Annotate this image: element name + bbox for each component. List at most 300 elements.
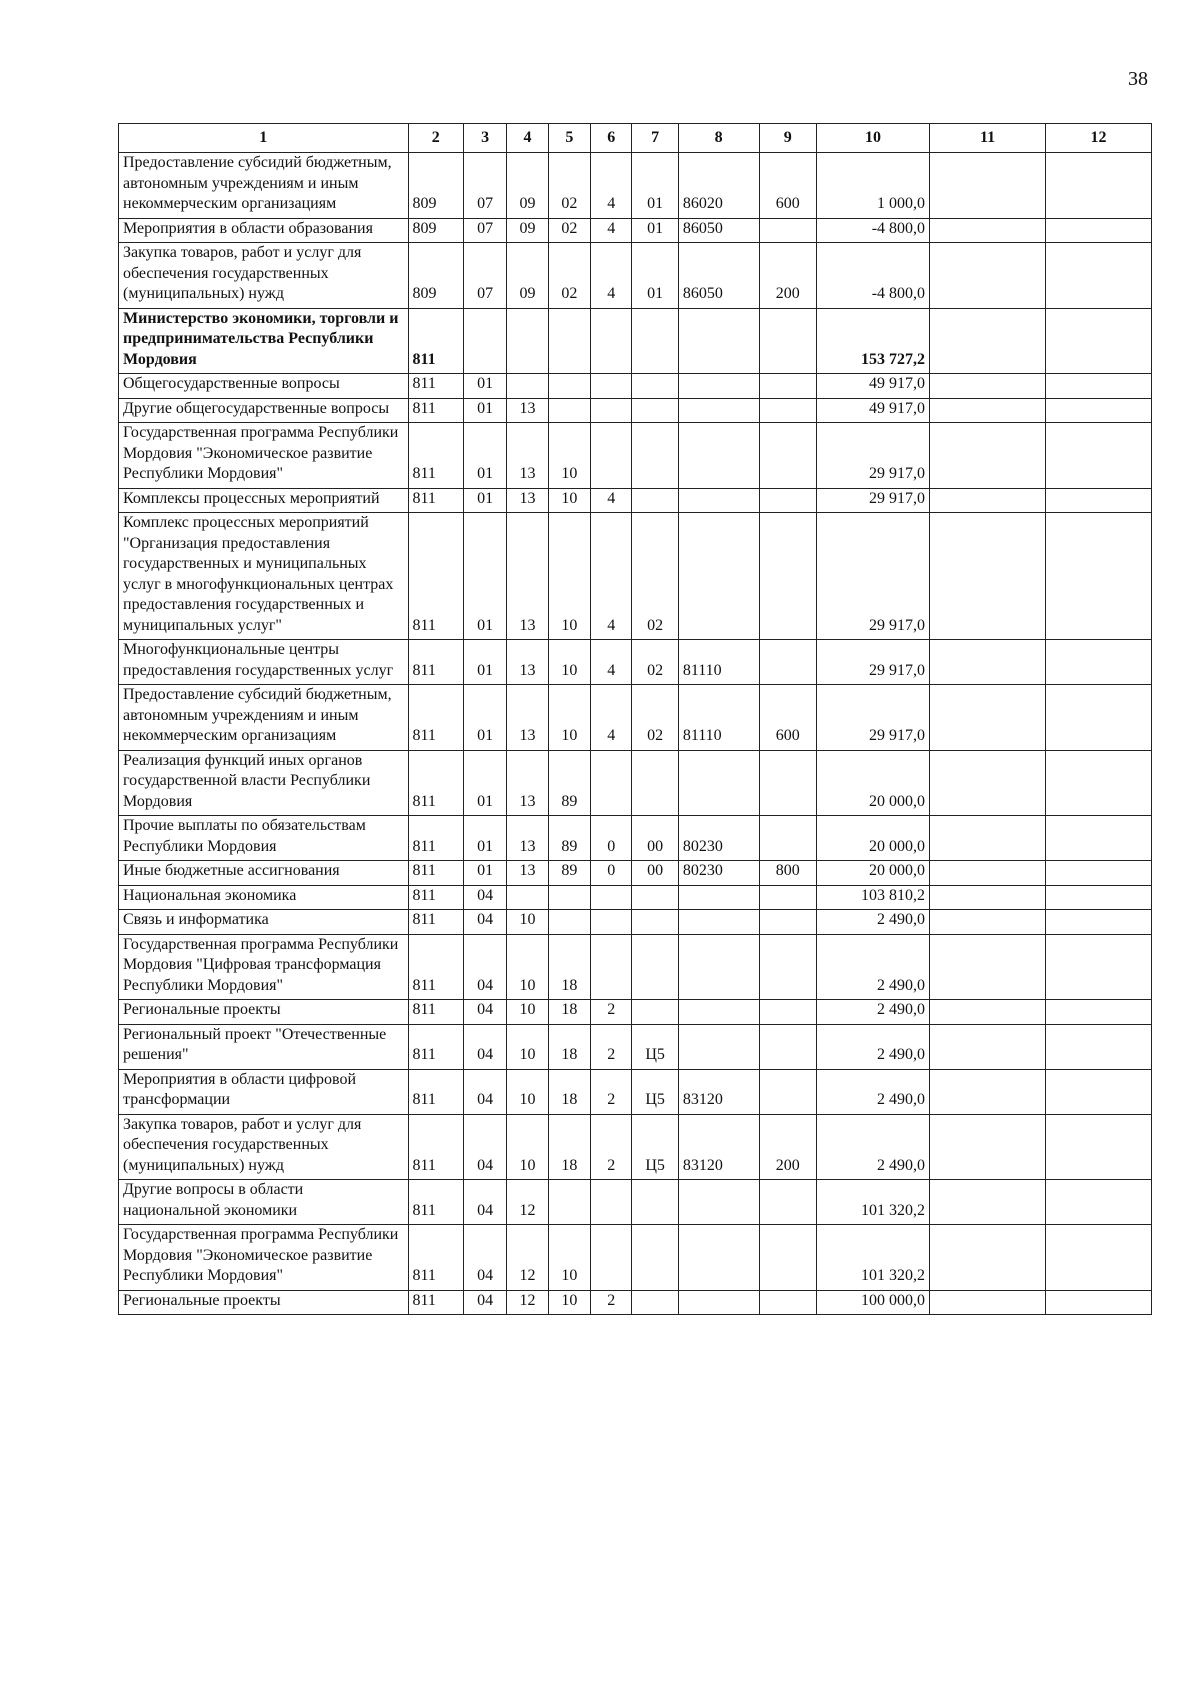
column-11-cell: [930, 153, 1046, 219]
column-12-cell: [1046, 243, 1152, 309]
subprogram-code-cell: 2: [591, 1000, 632, 1025]
event-code-cell: 02: [632, 640, 678, 685]
amount-cell: 1 000,0: [817, 153, 930, 219]
direction-code-cell: 86050: [678, 218, 759, 243]
row-name-cell: Государственная программа Республики Мордовия "Экономическое развитие Республики Мордовия": [119, 423, 409, 489]
amount-cell: 2 490,0: [817, 1024, 930, 1069]
expense-type-cell: [759, 423, 817, 489]
column-11-cell: [930, 685, 1046, 751]
column-11-cell: [930, 1000, 1046, 1025]
event-code-cell: Ц5: [632, 1069, 678, 1114]
section-code-cell: 01: [463, 488, 506, 513]
subsection-code-cell: 09: [507, 218, 548, 243]
column-11-cell: [930, 374, 1046, 399]
amount-cell: 49 917,0: [817, 398, 930, 423]
column-11-cell: [930, 1069, 1046, 1114]
header-cell: 2: [408, 124, 463, 153]
subprogram-code-cell: [591, 910, 632, 935]
subprogram-code-cell: [591, 750, 632, 816]
column-11-cell: [930, 1225, 1046, 1291]
event-code-cell: Ц5: [632, 1114, 678, 1180]
grbs-code-cell: 811: [408, 1000, 463, 1025]
column-12-cell: [1046, 513, 1152, 640]
subprogram-code-cell: 4: [591, 218, 632, 243]
column-11-cell: [930, 816, 1046, 861]
table-row: [119, 1180, 1152, 1225]
expense-type-cell: [759, 1000, 817, 1025]
program-code-cell: [548, 374, 590, 399]
column-12-cell: [1046, 398, 1152, 423]
subsection-code-cell: 10: [507, 910, 548, 935]
program-code-cell: 18: [548, 1024, 590, 1069]
event-code-cell: [632, 1180, 678, 1225]
amount-cell: 49 917,0: [817, 374, 930, 399]
grbs-code-cell: 811: [408, 308, 463, 374]
event-code-cell: 01: [632, 243, 678, 309]
expense-type-cell: [759, 513, 817, 640]
row-name-cell: Другие вопросы в области национальной экономики: [119, 1180, 409, 1225]
subsection-code-cell: 10: [507, 1114, 548, 1180]
direction-code-cell: [678, 1024, 759, 1069]
event-code-cell: [632, 885, 678, 910]
amount-cell: 20 000,0: [817, 816, 930, 861]
grbs-code-cell: 811: [408, 861, 463, 886]
section-code-cell: 01: [463, 750, 506, 816]
column-12-cell: [1046, 423, 1152, 489]
expense-type-cell: [759, 640, 817, 685]
column-11-cell: [930, 423, 1046, 489]
table-row: [119, 218, 1152, 243]
expense-type-cell: 800: [759, 861, 817, 886]
expense-type-cell: [759, 1024, 817, 1069]
table-row: [119, 153, 1152, 219]
row-name-cell: Предоставление субсидий бюджетным, автономным учреждениям и иным некоммерческим организациям: [119, 153, 409, 219]
direction-code-cell: [678, 488, 759, 513]
column-11-cell: [930, 308, 1046, 374]
expense-type-cell: [759, 308, 817, 374]
column-12-cell: [1046, 1114, 1152, 1180]
header-cell: 8: [678, 124, 759, 153]
amount-cell: 29 917,0: [817, 488, 930, 513]
subsection-code-cell: [507, 374, 548, 399]
header-cell: 3: [463, 124, 506, 153]
table-body: [119, 153, 1152, 1315]
direction-code-cell: [678, 1180, 759, 1225]
row-name-cell: Региональный проект "Отечественные решения": [119, 1024, 409, 1069]
section-code-cell: 04: [463, 1225, 506, 1291]
direction-code-cell: 83120: [678, 1069, 759, 1114]
grbs-code-cell: 811: [408, 374, 463, 399]
table-row: [119, 685, 1152, 751]
grbs-code-cell: 811: [408, 885, 463, 910]
subprogram-code-cell: [591, 374, 632, 399]
row-name-cell: Комплекс процессных мероприятий "Организация предоставления государственных и муниципальных услуг в многофункциональных центрах предоставления государственных и муниципальных услуг": [119, 513, 409, 640]
row-name-cell: Государственная программа Республики Мордовия "Экономическое развитие Республики Мордовия": [119, 1225, 409, 1291]
header-cell: 9: [759, 124, 817, 153]
subsection-code-cell: 10: [507, 1069, 548, 1114]
table-row: [119, 1024, 1152, 1069]
direction-code-cell: [678, 1000, 759, 1025]
column-12-cell: [1046, 488, 1152, 513]
direction-code-cell: [678, 398, 759, 423]
column-12-cell: [1046, 1180, 1152, 1225]
direction-code-cell: 80230: [678, 816, 759, 861]
subprogram-code-cell: [591, 398, 632, 423]
row-name-cell: Связь и информатика: [119, 910, 409, 935]
subprogram-code-cell: 4: [591, 513, 632, 640]
column-12-cell: [1046, 685, 1152, 751]
amount-cell: 100 000,0: [817, 1290, 930, 1315]
program-code-cell: [548, 398, 590, 423]
expense-type-cell: [759, 218, 817, 243]
subsection-code-cell: 12: [507, 1290, 548, 1315]
column-11-cell: [930, 243, 1046, 309]
table-row: [119, 308, 1152, 374]
column-11-cell: [930, 1180, 1046, 1225]
amount-cell: 153 727,2: [817, 308, 930, 374]
page-number: 38: [1128, 68, 1148, 90]
table-row: [119, 374, 1152, 399]
column-11-cell: [930, 934, 1046, 1000]
subprogram-code-cell: 2: [591, 1114, 632, 1180]
column-12-cell: [1046, 640, 1152, 685]
expense-type-cell: [759, 1180, 817, 1225]
budget-table: [118, 123, 1152, 1315]
row-name-cell: Закупка товаров, работ и услуг для обеспечения государственных (муниципальных) нужд: [119, 1114, 409, 1180]
event-code-cell: [632, 910, 678, 935]
grbs-code-cell: 811: [408, 1225, 463, 1291]
direction-code-cell: [678, 934, 759, 1000]
subprogram-code-cell: 2: [591, 1024, 632, 1069]
event-code-cell: [632, 308, 678, 374]
expense-type-cell: 600: [759, 685, 817, 751]
column-11-cell: [930, 513, 1046, 640]
section-code-cell: 01: [463, 861, 506, 886]
column-12-cell: [1046, 1290, 1152, 1315]
subsection-code-cell: 13: [507, 640, 548, 685]
column-12-cell: [1046, 1000, 1152, 1025]
program-code-cell: 89: [548, 816, 590, 861]
column-11-cell: [930, 750, 1046, 816]
expense-type-cell: [759, 885, 817, 910]
expense-type-cell: [759, 910, 817, 935]
expense-type-cell: [759, 816, 817, 861]
subprogram-code-cell: 2: [591, 1290, 632, 1315]
grbs-code-cell: 811: [408, 1180, 463, 1225]
subprogram-code-cell: [591, 934, 632, 1000]
column-11-cell: [930, 910, 1046, 935]
row-name-cell: Прочие выплаты по обязательствам Республики Мордовия: [119, 816, 409, 861]
section-code-cell: 04: [463, 934, 506, 1000]
amount-cell: 2 490,0: [817, 1069, 930, 1114]
subprogram-code-cell: 4: [591, 153, 632, 219]
program-code-cell: 10: [548, 513, 590, 640]
subprogram-code-cell: 0: [591, 861, 632, 886]
row-name-cell: Мероприятия в области образования: [119, 218, 409, 243]
subsection-code-cell: 13: [507, 488, 548, 513]
row-name-cell: Иные бюджетные ассигнования: [119, 861, 409, 886]
program-code-cell: [548, 1180, 590, 1225]
column-12-cell: [1046, 153, 1152, 219]
direction-code-cell: [678, 308, 759, 374]
subprogram-code-cell: [591, 423, 632, 489]
column-12-cell: [1046, 816, 1152, 861]
row-name-cell: Многофункциональные центры предоставления государственных услуг: [119, 640, 409, 685]
grbs-code-cell: 811: [408, 1290, 463, 1315]
column-12-cell: [1046, 1024, 1152, 1069]
column-12-cell: [1046, 910, 1152, 935]
table-row: [119, 750, 1152, 816]
section-code-cell: 04: [463, 1114, 506, 1180]
row-name-cell: Региональные проекты: [119, 1290, 409, 1315]
header-cell: 6: [591, 124, 632, 153]
amount-cell: 2 490,0: [817, 1114, 930, 1180]
row-name-cell: Комплексы процессных мероприятий: [119, 488, 409, 513]
subprogram-code-cell: 2: [591, 1069, 632, 1114]
event-code-cell: 02: [632, 513, 678, 640]
table-row: [119, 398, 1152, 423]
event-code-cell: 01: [632, 218, 678, 243]
grbs-code-cell: 811: [408, 1114, 463, 1180]
column-12-cell: [1046, 1225, 1152, 1291]
direction-code-cell: 86020: [678, 153, 759, 219]
direction-code-cell: 86050: [678, 243, 759, 309]
row-name-cell: Национальная экономика: [119, 885, 409, 910]
event-code-cell: [632, 1290, 678, 1315]
grbs-code-cell: 811: [408, 423, 463, 489]
grbs-code-cell: 811: [408, 910, 463, 935]
subsection-code-cell: 12: [507, 1180, 548, 1225]
section-code-cell: 01: [463, 423, 506, 489]
header-cell: 7: [632, 124, 678, 153]
amount-cell: 2 490,0: [817, 1000, 930, 1025]
event-code-cell: 00: [632, 861, 678, 886]
amount-cell: 2 490,0: [817, 910, 930, 935]
event-code-cell: 01: [632, 153, 678, 219]
column-12-cell: [1046, 885, 1152, 910]
grbs-code-cell: 811: [408, 1024, 463, 1069]
amount-cell: -4 800,0: [817, 243, 930, 309]
subsection-code-cell: 13: [507, 685, 548, 751]
table-row: [119, 488, 1152, 513]
program-code-cell: 89: [548, 750, 590, 816]
row-name-cell: Министерство экономики, торговли и предпринимательства Республики Мордовия: [119, 308, 409, 374]
table-row: [119, 513, 1152, 640]
program-code-cell: [548, 910, 590, 935]
expense-type-cell: 200: [759, 1114, 817, 1180]
grbs-code-cell: 811: [408, 640, 463, 685]
subsection-code-cell: 10: [507, 1000, 548, 1025]
subprogram-code-cell: 4: [591, 685, 632, 751]
subprogram-code-cell: 0: [591, 816, 632, 861]
subsection-code-cell: 13: [507, 513, 548, 640]
program-code-cell: 89: [548, 861, 590, 886]
subsection-code-cell: 10: [507, 1024, 548, 1069]
row-name-cell: Закупка товаров, работ и услуг для обеспечения государственных (муниципальных) нужд: [119, 243, 409, 309]
column-12-cell: [1046, 861, 1152, 886]
grbs-code-cell: 811: [408, 1069, 463, 1114]
subprogram-code-cell: [591, 308, 632, 374]
grbs-code-cell: 811: [408, 398, 463, 423]
program-code-cell: 10: [548, 423, 590, 489]
subsection-code-cell: 12: [507, 1225, 548, 1291]
column-12-cell: [1046, 1069, 1152, 1114]
table-row: [119, 816, 1152, 861]
section-code-cell: 04: [463, 885, 506, 910]
column-12-cell: [1046, 308, 1152, 374]
column-11-cell: [930, 1114, 1046, 1180]
program-code-cell: 18: [548, 1000, 590, 1025]
direction-code-cell: [678, 910, 759, 935]
direction-code-cell: [678, 885, 759, 910]
subprogram-code-cell: 4: [591, 488, 632, 513]
direction-code-cell: 83120: [678, 1114, 759, 1180]
section-code-cell: 04: [463, 1000, 506, 1025]
row-name-cell: Реализация функций иных органов государственной власти Республики Мордовия: [119, 750, 409, 816]
expense-type-cell: [759, 750, 817, 816]
section-code-cell: 01: [463, 374, 506, 399]
subsection-code-cell: 13: [507, 861, 548, 886]
header-cell: 5: [548, 124, 590, 153]
event-code-cell: 00: [632, 816, 678, 861]
table-row: [119, 1000, 1152, 1025]
direction-code-cell: 80230: [678, 861, 759, 886]
grbs-code-cell: 809: [408, 243, 463, 309]
amount-cell: 101 320,2: [817, 1180, 930, 1225]
program-code-cell: 02: [548, 243, 590, 309]
row-name-cell: Общегосударственные вопросы: [119, 374, 409, 399]
table-row: [119, 910, 1152, 935]
expense-type-cell: [759, 1069, 817, 1114]
direction-code-cell: [678, 1225, 759, 1291]
amount-cell: 20 000,0: [817, 750, 930, 816]
direction-code-cell: 81110: [678, 685, 759, 751]
amount-cell: 20 000,0: [817, 861, 930, 886]
event-code-cell: [632, 934, 678, 1000]
row-name-cell: Предоставление субсидий бюджетным, автономным учреждениям и иным некоммерческим организациям: [119, 685, 409, 751]
subprogram-code-cell: [591, 1180, 632, 1225]
direction-code-cell: [678, 374, 759, 399]
amount-cell: 103 810,2: [817, 885, 930, 910]
grbs-code-cell: 811: [408, 816, 463, 861]
amount-cell: 101 320,2: [817, 1225, 930, 1291]
column-12-cell: [1046, 374, 1152, 399]
program-code-cell: 10: [548, 640, 590, 685]
event-code-cell: [632, 398, 678, 423]
column-12-cell: [1046, 750, 1152, 816]
event-code-cell: [632, 1000, 678, 1025]
subsection-code-cell: [507, 308, 548, 374]
program-code-cell: 18: [548, 934, 590, 1000]
event-code-cell: [632, 750, 678, 816]
section-code-cell: 01: [463, 398, 506, 423]
subprogram-code-cell: [591, 885, 632, 910]
program-code-cell: 10: [548, 1225, 590, 1291]
program-code-cell: 02: [548, 153, 590, 219]
event-code-cell: [632, 374, 678, 399]
subsection-code-cell: 10: [507, 934, 548, 1000]
direction-code-cell: [678, 423, 759, 489]
section-code-cell: 01: [463, 513, 506, 640]
event-code-cell: 02: [632, 685, 678, 751]
event-code-cell: Ц5: [632, 1024, 678, 1069]
column-12-cell: [1046, 218, 1152, 243]
subprogram-code-cell: 4: [591, 640, 632, 685]
column-12-cell: [1046, 934, 1152, 1000]
event-code-cell: [632, 423, 678, 489]
table-row: [119, 885, 1152, 910]
amount-cell: 2 490,0: [817, 934, 930, 1000]
amount-cell: 29 917,0: [817, 513, 930, 640]
subsection-code-cell: [507, 885, 548, 910]
header-cell: 1: [119, 124, 409, 153]
table-row: [119, 1290, 1152, 1315]
row-name-cell: Государственная программа Республики Мордовия "Цифровая трансформация Республики Мордовия": [119, 934, 409, 1000]
subsection-code-cell: 13: [507, 816, 548, 861]
section-code-cell: 07: [463, 218, 506, 243]
header-cell: 10: [817, 124, 930, 153]
expense-type-cell: [759, 374, 817, 399]
program-code-cell: 18: [548, 1069, 590, 1114]
section-code-cell: [463, 308, 506, 374]
amount-cell: -4 800,0: [817, 218, 930, 243]
column-11-cell: [930, 1290, 1046, 1315]
grbs-code-cell: 811: [408, 685, 463, 751]
section-code-cell: 04: [463, 1180, 506, 1225]
grbs-code-cell: 811: [408, 750, 463, 816]
grbs-code-cell: 809: [408, 153, 463, 219]
program-code-cell: 02: [548, 218, 590, 243]
expense-type-cell: 600: [759, 153, 817, 219]
section-code-cell: 04: [463, 910, 506, 935]
header-cell: 12: [1046, 124, 1152, 153]
amount-cell: 29 917,0: [817, 640, 930, 685]
direction-code-cell: [678, 1290, 759, 1315]
column-11-cell: [930, 640, 1046, 685]
column-11-cell: [930, 885, 1046, 910]
program-code-cell: [548, 885, 590, 910]
table-row: [119, 1069, 1152, 1114]
expense-type-cell: [759, 398, 817, 423]
row-name-cell: Мероприятия в области цифровой трансформации: [119, 1069, 409, 1114]
expense-type-cell: [759, 1225, 817, 1291]
column-11-cell: [930, 1024, 1046, 1069]
grbs-code-cell: 809: [408, 218, 463, 243]
program-code-cell: 10: [548, 685, 590, 751]
amount-cell: 29 917,0: [817, 423, 930, 489]
table-row: [119, 934, 1152, 1000]
amount-cell: 29 917,0: [817, 685, 930, 751]
grbs-code-cell: 811: [408, 488, 463, 513]
program-code-cell: 10: [548, 488, 590, 513]
subsection-code-cell: 09: [507, 153, 548, 219]
direction-code-cell: 81110: [678, 640, 759, 685]
subsection-code-cell: 13: [507, 423, 548, 489]
row-name-cell: Региональные проекты: [119, 1000, 409, 1025]
table-row: [119, 423, 1152, 489]
subprogram-code-cell: 4: [591, 243, 632, 309]
grbs-code-cell: 811: [408, 934, 463, 1000]
program-code-cell: 18: [548, 1114, 590, 1180]
subsection-code-cell: 13: [507, 750, 548, 816]
subsection-code-cell: 13: [507, 398, 548, 423]
section-code-cell: 01: [463, 685, 506, 751]
section-code-cell: 04: [463, 1024, 506, 1069]
row-name-cell: Другие общегосударственные вопросы: [119, 398, 409, 423]
table-row: [119, 640, 1152, 685]
program-code-cell: 10: [548, 1290, 590, 1315]
section-code-cell: 01: [463, 816, 506, 861]
